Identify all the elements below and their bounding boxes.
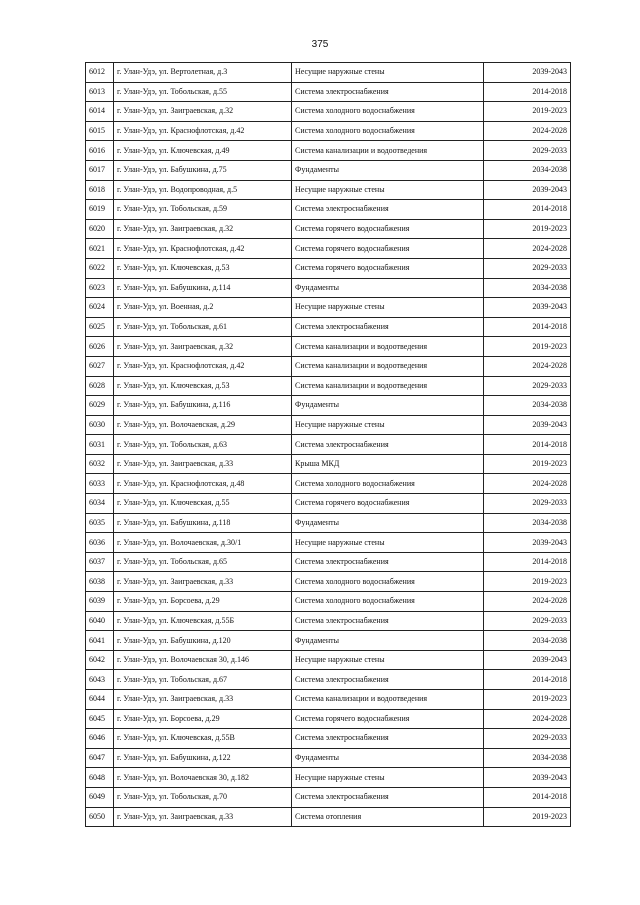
address-cell: г. Улан-Удэ, ул. Бабушкина, д.122 bbox=[114, 748, 292, 768]
row-id-cell: 6026 bbox=[86, 337, 114, 357]
address-cell: г. Улан-Удэ, ул. Бабушкина, д.118 bbox=[114, 513, 292, 533]
address-cell: г. Улан-Удэ, ул. Заиграевская, д.33 bbox=[114, 807, 292, 827]
row-id-cell: 6035 bbox=[86, 513, 114, 533]
row-id-cell: 6017 bbox=[86, 160, 114, 180]
system-cell: Система канализации и водоотведения bbox=[292, 337, 484, 357]
system-cell: Система канализации и водоотведения bbox=[292, 141, 484, 161]
table-row bbox=[86, 219, 571, 239]
system-cell: Система электроснабжения bbox=[292, 82, 484, 102]
repair-schedule-table bbox=[85, 62, 571, 827]
system-cell: Фундаменты bbox=[292, 278, 484, 298]
row-id-cell: 6031 bbox=[86, 435, 114, 455]
period-cell: 2024-2028 bbox=[484, 592, 571, 612]
period-cell: 2014-2018 bbox=[484, 552, 571, 572]
period-cell: 2029-2033 bbox=[484, 376, 571, 396]
system-cell: Система электроснабжения bbox=[292, 317, 484, 337]
row-id-cell: 6042 bbox=[86, 650, 114, 670]
system-cell: Система горячего водоснабжения bbox=[292, 258, 484, 278]
row-id-cell: 6034 bbox=[86, 494, 114, 514]
period-cell: 2029-2033 bbox=[484, 729, 571, 749]
table-row bbox=[86, 552, 571, 572]
address-cell: г. Улан-Удэ, ул. Заиграевская, д.33 bbox=[114, 572, 292, 592]
address-cell: г. Улан-Удэ, ул. Ключевская, д.49 bbox=[114, 141, 292, 161]
period-cell: 2014-2018 bbox=[484, 317, 571, 337]
row-id-cell: 6025 bbox=[86, 317, 114, 337]
table-row bbox=[86, 454, 571, 474]
address-cell: г. Улан-Удэ, ул. Тобольская, д.59 bbox=[114, 200, 292, 220]
row-id-cell: 6032 bbox=[86, 454, 114, 474]
row-id-cell: 6044 bbox=[86, 690, 114, 710]
system-cell: Система холодного водоснабжения bbox=[292, 121, 484, 141]
table-row bbox=[86, 474, 571, 494]
table-row bbox=[86, 278, 571, 298]
period-cell: 2019-2023 bbox=[484, 219, 571, 239]
period-cell: 2039-2043 bbox=[484, 180, 571, 200]
page-number: 375 bbox=[311, 39, 329, 50]
system-cell: Несущие наружные стены bbox=[292, 768, 484, 788]
row-id-cell: 6050 bbox=[86, 807, 114, 827]
table-row bbox=[86, 611, 571, 631]
row-id-cell: 6020 bbox=[86, 219, 114, 239]
system-cell: Несущие наружные стены bbox=[292, 533, 484, 553]
address-cell: г. Улан-Удэ, ул. Ключевская, д.55В bbox=[114, 729, 292, 749]
row-id-cell: 6047 bbox=[86, 748, 114, 768]
table-row bbox=[86, 258, 571, 278]
address-cell: г. Улан-Удэ, ул. Волочаевская, д.29 bbox=[114, 415, 292, 435]
address-cell: г. Улан-Удэ, ул. Бабушкина, д.75 bbox=[114, 160, 292, 180]
table-row bbox=[86, 533, 571, 553]
system-cell: Система холодного водоснабжения bbox=[292, 572, 484, 592]
row-id-cell: 6027 bbox=[86, 356, 114, 376]
row-id-cell: 6028 bbox=[86, 376, 114, 396]
row-id-cell: 6013 bbox=[86, 82, 114, 102]
row-id-cell: 6039 bbox=[86, 592, 114, 612]
table-row bbox=[86, 748, 571, 768]
system-cell: Фундаменты bbox=[292, 748, 484, 768]
table-row bbox=[86, 121, 571, 141]
system-cell: Система электроснабжения bbox=[292, 435, 484, 455]
period-cell: 2019-2023 bbox=[484, 337, 571, 357]
table-row bbox=[86, 787, 571, 807]
table-row bbox=[86, 690, 571, 710]
row-id-cell: 6023 bbox=[86, 278, 114, 298]
period-cell: 2039-2043 bbox=[484, 650, 571, 670]
period-cell: 2034-2038 bbox=[484, 278, 571, 298]
table-row bbox=[86, 592, 571, 612]
address-cell: г. Улан-Удэ, ул. Заиграевская, д.33 bbox=[114, 454, 292, 474]
address-cell: г. Улан-Удэ, ул. Водопроводная, д.5 bbox=[114, 180, 292, 200]
address-cell: г. Улан-Удэ, ул. Заиграевская, д.32 bbox=[114, 337, 292, 357]
period-cell: 2024-2028 bbox=[484, 356, 571, 376]
system-cell: Несущие наружные стены bbox=[292, 180, 484, 200]
address-cell: г. Улан-Удэ, ул. Тобольская, д.70 bbox=[114, 787, 292, 807]
table-row bbox=[86, 141, 571, 161]
period-cell: 2024-2028 bbox=[484, 709, 571, 729]
system-cell: Несущие наружные стены bbox=[292, 415, 484, 435]
table-row bbox=[86, 631, 571, 651]
row-id-cell: 6041 bbox=[86, 631, 114, 651]
period-cell: 2019-2023 bbox=[484, 572, 571, 592]
table-row bbox=[86, 650, 571, 670]
table-row bbox=[86, 396, 571, 416]
period-cell: 2034-2038 bbox=[484, 631, 571, 651]
address-cell: г. Улан-Удэ, ул. Волочаевская 30, д.182 bbox=[114, 768, 292, 788]
table-row bbox=[86, 768, 571, 788]
address-cell: г. Улан-Удэ, ул. Бабушкина, д.114 bbox=[114, 278, 292, 298]
row-id-cell: 6043 bbox=[86, 670, 114, 690]
system-cell: Система горячего водоснабжения bbox=[292, 709, 484, 729]
row-id-cell: 6021 bbox=[86, 239, 114, 259]
system-cell: Система холодного водоснабжения bbox=[292, 592, 484, 612]
table-row bbox=[86, 807, 571, 827]
address-cell: г. Улан-Удэ, ул. Борсоева, д.29 bbox=[114, 592, 292, 612]
row-id-cell: 6029 bbox=[86, 396, 114, 416]
period-cell: 2029-2033 bbox=[484, 258, 571, 278]
system-cell: Система канализации и водоотведения bbox=[292, 690, 484, 710]
table-row bbox=[86, 709, 571, 729]
system-cell: Система горячего водоснабжения bbox=[292, 494, 484, 514]
address-cell: г. Улан-Удэ, ул. Бабушкина, д.120 bbox=[114, 631, 292, 651]
address-cell: г. Улан-Удэ, ул. Краснофлотская, д.42 bbox=[114, 356, 292, 376]
system-cell: Система отопления bbox=[292, 807, 484, 827]
row-id-cell: 6022 bbox=[86, 258, 114, 278]
address-cell: г. Улан-Удэ, ул. Заиграевская, д.32 bbox=[114, 219, 292, 239]
address-cell: г. Улан-Удэ, ул. Краснофлотская, д.42 bbox=[114, 121, 292, 141]
system-cell: Несущие наружные стены bbox=[292, 650, 484, 670]
table-row bbox=[86, 200, 571, 220]
row-id-cell: 6038 bbox=[86, 572, 114, 592]
address-cell: г. Улан-Удэ, ул. Тобольская, д.63 bbox=[114, 435, 292, 455]
address-cell: г. Улан-Удэ, ул. Бабушкина, д.116 bbox=[114, 396, 292, 416]
table-row bbox=[86, 670, 571, 690]
row-id-cell: 6014 bbox=[86, 102, 114, 122]
row-id-cell: 6012 bbox=[86, 63, 114, 83]
system-cell: Крыша МКД bbox=[292, 454, 484, 474]
address-cell: г. Улан-Удэ, ул. Тобольская, д.67 bbox=[114, 670, 292, 690]
table-row bbox=[86, 160, 571, 180]
address-cell: г. Улан-Удэ, ул. Ключевская, д.55Б bbox=[114, 611, 292, 631]
table-row bbox=[86, 337, 571, 357]
system-cell: Система электроснабжения bbox=[292, 200, 484, 220]
system-cell: Система горячего водоснабжения bbox=[292, 219, 484, 239]
row-id-cell: 6015 bbox=[86, 121, 114, 141]
address-cell: г. Улан-Удэ, ул. Ключевская, д.53 bbox=[114, 376, 292, 396]
period-cell: 2034-2038 bbox=[484, 160, 571, 180]
row-id-cell: 6037 bbox=[86, 552, 114, 572]
address-cell: г. Улан-Удэ, ул. Ключевская, д.53 bbox=[114, 258, 292, 278]
system-cell: Фундаменты bbox=[292, 160, 484, 180]
table-row bbox=[86, 513, 571, 533]
row-id-cell: 6018 bbox=[86, 180, 114, 200]
period-cell: 2039-2043 bbox=[484, 415, 571, 435]
period-cell: 2039-2043 bbox=[484, 768, 571, 788]
system-cell: Система электроснабжения bbox=[292, 670, 484, 690]
period-cell: 2039-2043 bbox=[484, 298, 571, 318]
row-id-cell: 6019 bbox=[86, 200, 114, 220]
address-cell: г. Улан-Удэ, ул. Заиграевская, д.32 bbox=[114, 102, 292, 122]
period-cell: 2014-2018 bbox=[484, 82, 571, 102]
address-cell: г. Улан-Удэ, ул. Тобольская, д.61 bbox=[114, 317, 292, 337]
period-cell: 2019-2023 bbox=[484, 807, 571, 827]
period-cell: 2024-2028 bbox=[484, 239, 571, 259]
address-cell: г. Улан-Удэ, ул. Краснофлотская, д.48 bbox=[114, 474, 292, 494]
system-cell: Система горячего водоснабжения bbox=[292, 239, 484, 259]
table-row bbox=[86, 494, 571, 514]
period-cell: 2019-2023 bbox=[484, 690, 571, 710]
system-cell: Система холодного водоснабжения bbox=[292, 102, 484, 122]
period-cell: 2014-2018 bbox=[484, 200, 571, 220]
row-id-cell: 6016 bbox=[86, 141, 114, 161]
system-cell: Система электроснабжения bbox=[292, 611, 484, 631]
address-cell: г. Улан-Удэ, ул. Борсоева, д.29 bbox=[114, 709, 292, 729]
table-row bbox=[86, 298, 571, 318]
address-cell: г. Улан-Удэ, ул. Тобольская, д.55 bbox=[114, 82, 292, 102]
address-cell: г. Улан-Удэ, ул. Заиграевская, д.33 bbox=[114, 690, 292, 710]
system-cell: Фундаменты bbox=[292, 513, 484, 533]
row-id-cell: 6048 bbox=[86, 768, 114, 788]
period-cell: 2029-2033 bbox=[484, 141, 571, 161]
period-cell: 2034-2038 bbox=[484, 513, 571, 533]
table-row bbox=[86, 180, 571, 200]
table-row bbox=[86, 376, 571, 396]
period-cell: 2024-2028 bbox=[484, 474, 571, 494]
table-row bbox=[86, 572, 571, 592]
system-cell: Несущие наружные стены bbox=[292, 298, 484, 318]
period-cell: 2039-2043 bbox=[484, 533, 571, 553]
system-cell: Несущие наружные стены bbox=[292, 63, 484, 83]
table-row bbox=[86, 102, 571, 122]
table-body bbox=[86, 63, 571, 827]
address-cell: г. Улан-Удэ, ул. Ключевская, д.55 bbox=[114, 494, 292, 514]
table-row bbox=[86, 435, 571, 455]
table-row bbox=[86, 82, 571, 102]
system-cell: Система канализации и водоотведения bbox=[292, 356, 484, 376]
address-cell: г. Улан-Удэ, ул. Военная, д.2 bbox=[114, 298, 292, 318]
row-id-cell: 6046 bbox=[86, 729, 114, 749]
table-row bbox=[86, 317, 571, 337]
table-row bbox=[86, 729, 571, 749]
system-cell: Фундаменты bbox=[292, 631, 484, 651]
row-id-cell: 6024 bbox=[86, 298, 114, 318]
period-cell: 2014-2018 bbox=[484, 787, 571, 807]
row-id-cell: 6049 bbox=[86, 787, 114, 807]
system-cell: Фундаменты bbox=[292, 396, 484, 416]
row-id-cell: 6030 bbox=[86, 415, 114, 435]
period-cell: 2034-2038 bbox=[484, 396, 571, 416]
address-cell: г. Улан-Удэ, ул. Волочаевская, д.30/1 bbox=[114, 533, 292, 553]
period-cell: 2014-2018 bbox=[484, 435, 571, 455]
row-id-cell: 6033 bbox=[86, 474, 114, 494]
period-cell: 2014-2018 bbox=[484, 670, 571, 690]
system-cell: Система электроснабжения bbox=[292, 729, 484, 749]
table-row bbox=[86, 356, 571, 376]
system-cell: Система электроснабжения bbox=[292, 787, 484, 807]
period-cell: 2034-2038 bbox=[484, 748, 571, 768]
address-cell: г. Улан-Удэ, ул. Краснофлотская, д.42 bbox=[114, 239, 292, 259]
address-cell: г. Улан-Удэ, ул. Вертолетная, д.3 bbox=[114, 63, 292, 83]
period-cell: 2029-2033 bbox=[484, 611, 571, 631]
table-row bbox=[86, 415, 571, 435]
period-cell: 2039-2043 bbox=[484, 63, 571, 83]
system-cell: Система холодного водоснабжения bbox=[292, 474, 484, 494]
system-cell: Система канализации и водоотведения bbox=[292, 376, 484, 396]
table-row bbox=[86, 63, 571, 83]
period-cell: 2024-2028 bbox=[484, 121, 571, 141]
period-cell: 2019-2023 bbox=[484, 102, 571, 122]
row-id-cell: 6040 bbox=[86, 611, 114, 631]
table-row bbox=[86, 239, 571, 259]
row-id-cell: 6045 bbox=[86, 709, 114, 729]
address-cell: г. Улан-Удэ, ул. Волочаевская 30, д.146 bbox=[114, 650, 292, 670]
row-id-cell: 6036 bbox=[86, 533, 114, 553]
period-cell: 2019-2023 bbox=[484, 454, 571, 474]
address-cell: г. Улан-Удэ, ул. Тобольская, д.65 bbox=[114, 552, 292, 572]
period-cell: 2029-2033 bbox=[484, 494, 571, 514]
system-cell: Система электроснабжения bbox=[292, 552, 484, 572]
